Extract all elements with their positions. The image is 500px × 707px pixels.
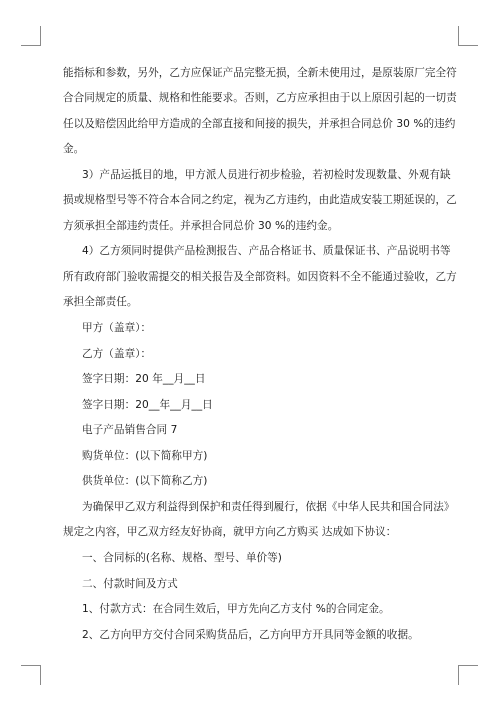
text-line: 4）乙方须同时提供产品检测报告、产品合格证书、质量保证书、产品说明书等 [82, 245, 451, 257]
signature-line-party-a: 甲方（盖章）： [82, 322, 152, 334]
crop-mark-bottom-right-h [458, 665, 478, 666]
text-line: 规定之内容，甲乙双方经友好协商，就甲方向乙方购买 达成如下协议： [63, 526, 397, 538]
signature-date-line: 签字日期：20__年__月__日 [82, 399, 213, 411]
section-heading: 二、付款时间及方式 [82, 578, 178, 590]
section-heading: 一、合同标的(名称、规格、型号、单价等) [82, 552, 282, 564]
text-line: 方须承担全部违约责任。并承担合同总价 30 %的违约金。 [63, 220, 339, 232]
text-line: 能指标和参数，另外，乙方应保证产品完整无损，全新未使用过，是原装原厂完全符 [63, 67, 457, 79]
crop-mark-bottom-left-v [40, 665, 41, 685]
crop-mark-top-right-v [458, 26, 459, 46]
text-line: 金。 [63, 143, 85, 155]
seller-line: 供货单位：(以下简称乙方) [82, 475, 208, 487]
crop-mark-bottom-right-v [458, 665, 459, 685]
text-line: 合合同规定的质量、规格和性能要求。否则，乙方应承担由于以上原因引起的一切责 [63, 92, 457, 104]
text-line: 3）产品运抵目的地，甲方派人员进行初步检验，若初检时发现数量、外观有缺 [82, 169, 451, 181]
text-line: 损或规格型号等不符合本合同之约定，视为乙方违约，由此造成安装工期延误的，乙 [63, 194, 457, 206]
text-line: 任以及赔偿因此给甲方造成的全部直接和间接的损失，并承担合同总价 30 %的违约 [63, 118, 456, 130]
signature-date-line: 签字日期：20 年__月__日 [82, 373, 206, 385]
text-line: 所有政府部门验收需提交的相关报告及全部资料。如因资料不全不能通过验收，乙方 [63, 271, 457, 283]
signature-line-party-b: 乙方（盖章）： [82, 348, 152, 360]
crop-mark-bottom-left-h [21, 665, 41, 666]
buyer-line: 购货单位：(以下简称甲方) [82, 450, 208, 462]
crop-mark-top-right-h [458, 45, 478, 46]
text-line: 1、付款方式：在合同生效后，甲方先向乙方支付 %的合同定金。 [82, 603, 390, 615]
crop-mark-top-left-h [21, 45, 41, 46]
text-line: 2、乙方向甲方交付合同采购货品后，乙方向甲方开具同等金额的收据。 [82, 629, 419, 641]
crop-mark-top-left-v [40, 26, 41, 46]
text-line: 承担全部责任。 [63, 296, 138, 308]
contract-title: 电子产品销售合同 7 [82, 424, 178, 436]
text-line: 为确保甲乙双方利益得到保护和责任得到履行，依据《中华人民共和国合同法》 [82, 501, 455, 513]
